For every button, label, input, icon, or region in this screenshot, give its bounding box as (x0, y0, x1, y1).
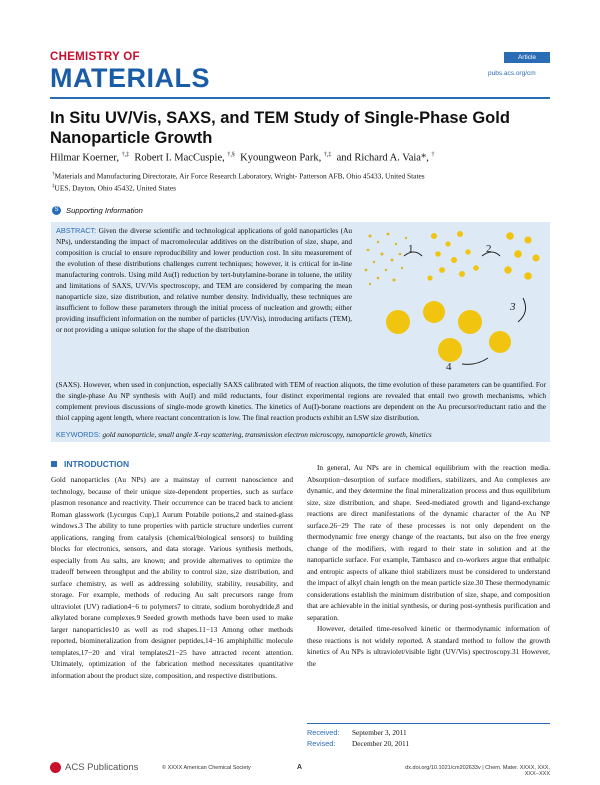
author-list (50, 152, 550, 164)
abstract-label: ABSTRACT: (56, 226, 97, 235)
article-dates (307, 723, 550, 749)
stage-3-larger-particles (504, 232, 539, 280)
journal-name-line1: CHEMISTRY OF (50, 51, 140, 63)
abstract-text (56, 225, 352, 335)
affiliation (52, 181, 552, 193)
revised-date-row (307, 738, 550, 749)
toc-graphic (358, 226, 545, 374)
abstract-text-continued: (SAXS). However, when used in conjunction, especially SAXS calibrated with TEM of reaction aliquots, the time evolution of these parameters can be quantified. For the single-phase Au NP synthesis with Au(I) and mild reductants, four distinct experimental regions are revealed that entail two growth mechanisms, which complement previous discussions of single-mode growth kinetics. The kinetics of Au(I)-borane reactions are dependent on the Au precursor/reductant ratio and the thiol capping agent length, where reactant concentration is low. The final reaction products exhibit an LSW size distribution. (56, 380, 546, 422)
supporting-info-label: Supporting Information (66, 206, 143, 215)
acs-logo-icon (50, 762, 61, 773)
page-number: A (297, 764, 303, 771)
page-footer (50, 762, 550, 776)
author-name[interactable]: Hilmar Koerner, (50, 152, 119, 164)
acs-publications-logo[interactable] (50, 762, 138, 773)
author-name[interactable]: Kyoungweon Park, (240, 152, 322, 164)
affiliation-text: UES, Dayton, Ohio 45432, United States (54, 183, 177, 193)
supporting-info-link[interactable] (52, 206, 143, 215)
section-heading-introduction (51, 459, 129, 469)
journal-name-line2: MATERIALS (50, 62, 210, 93)
stage-label: 1 (408, 243, 414, 255)
intro-paragraph: In general, Au NPs are in chemical equilibrium with the reaction media. Absorption−desorption of surface modifiers, stabilizers, and Au complexes are dynamic, and they determine the final mineralization process and thus equilibrium size, size distribution, and shape. Seed-mediated growth and ligand-exchange reactions are direct manifestations of the dynamic character of the Au NP surface.26−29 The rate of these processes is not only dependent on the thermodynamic free energy change of the reactants, but also on the free energy change of the modifiers, with regard to their state in solution and at the nanoparticle surface. For example, Tambasco and co-workers argue that enthalpic and entropic aspects of alkane thiol stabilizers must be considered to understand the impact of alkyl chain length on the mean particle size.30 These thermodynamic considerations establish the minimum distribution of size, shape, and composition that are achievable in the initial synthesis, or during post-synthesis purification and separation. (307, 463, 550, 622)
stage-4-large-particles (386, 301, 511, 362)
intro-paragraph: However, detailed time-resolved kinetic or thermodynamic information of these reactions is not widely reported. A standard method to follow the growth kinetics of Au NPs is ultraviolet/visible light (UV/Vis) spectroscopy.31 However, the (307, 624, 550, 668)
abstract-body-part1: Given the diverse scientific and technological applications of gold nanoparticles (Au NPs), understanding the impact of macromolecular additives on the distribution of size, shape, and composition is crucial to ensure reproducibility and lower production cost. In situ measurement of the evolution of these distributions challenges current techniques; however, it is critical for in-line manufacturing controls. Using mild Au(I) reduction by tert-butylamine-borane in toluene, the utility and limitations of SAXS, UV/Vis spectroscopy, and TEM are considered by comparing the mean nanoparticle size, size distribution, and relative number density. Individually, these techniques are insufficient to follow these parameters through the initial process of nucleation and growth; either providing insufficient information on the number of particles (UV/Vis), introducing artifacts (TEM), or not providing a unique solution for the shape of the distribution (56, 226, 352, 334)
article-title: In Situ UV/Vis, SAXS, and TEM Study of Single-Phase Gold Nanoparticle Growth (50, 109, 510, 147)
stage-2-medium-particles (427, 231, 478, 281)
affiliation-text: Materials and Manufacturing Directorate, Air Force Research Laboratory, Wright- Patterson AFB, Ohio 45433, United States (54, 171, 425, 181)
revised-date: December 20, 2011 (352, 739, 410, 748)
stage-label: 2 (486, 243, 492, 255)
stage-label: 3 (510, 301, 516, 313)
keywords-list: gold nanoparticle, small angle X-ray scattering, transmission electron microscopy, nanoparticle growth, kinetics (102, 430, 432, 439)
section-heading-text: INTRODUCTION (64, 459, 130, 469)
copyright: © XXXX American Chemical Society (162, 765, 251, 771)
section-bullet-icon (51, 461, 57, 467)
affiliation (52, 169, 552, 181)
arrow-icon (462, 358, 488, 364)
affiliation-mark: † (52, 172, 55, 177)
header-divider (50, 97, 550, 99)
keywords-label: KEYWORDS: (56, 430, 101, 439)
journal-logo (50, 52, 210, 92)
article-type-badge: Article (504, 52, 550, 63)
affiliations (52, 169, 552, 194)
author-name[interactable]: Robert I. MacCuspie, (134, 152, 225, 164)
received-label: Received: (307, 728, 340, 737)
affiliation-mark: ‡ (52, 184, 55, 190)
supporting-info-icon: S (52, 206, 61, 215)
author-name[interactable]: and Richard A. Vaia*, (336, 152, 429, 164)
stage-1-small-particles (365, 233, 408, 286)
journal-url[interactable]: pubs.acs.org/cm (488, 70, 536, 77)
intro-column-right (307, 462, 550, 669)
author-marks: † (431, 152, 435, 158)
intro-paragraph-left: Gold nanoparticles (Au NPs) are a mainstay of current nanoscience and technology, because of their unique size-dependent properties, such as surface plasmon resonance and reactivity. Their occurrence can be traced back to ancient Roman glasswork (Lycurgus Cup),1 Aurum Potabile potions,2 and stained-glass windows.3 The ability to tune properties with particle structure underlies current applications, ranging from catalysis (chemical/biological sensors) to building blocks for electronics, sensors, and data storage. Various synthesis methods, especially from Au salts, are known; and provide alternatives to optimize the tradeoff between throughput and the ability to control size, size distribution, and surface chemistry, as well as addressing solubility, stability, reusability, and storage. For example, methods of reducing Au salt precursors range from ultraviolet (UV) radiation4−6 to polymers7 to citrate, sodium borohydride,8 and alkylated borane complexes.9 Seeded growth methods have been used to make larger nanoparticles10 as well as rod shapes.11−13 Among other methods reported, biomineralization from designer peptides,14−16 amphiphillic molecule templates,17−20 and viral templates21−25 have attracted recent attention. Ultimately, optimization of the fabrication method necessitates quantitative information about the product size, composition, and respective distributions. (51, 475, 293, 680)
keywords (56, 430, 546, 440)
author-marks: †,§ (227, 152, 235, 158)
arrow-icon (518, 298, 526, 322)
author-marks: †,‡ (323, 152, 332, 158)
received-date-row (307, 727, 550, 738)
publisher-name: ACS Publications (65, 762, 139, 773)
stage-label: 4 (446, 361, 452, 373)
received-date: September 3, 2011 (352, 728, 407, 737)
revised-label: Revised: (307, 739, 336, 748)
author-marks: †,‡ (121, 152, 130, 158)
doi-citation[interactable]: dx.doi.org/10.1021/cm202633v | Chem. Mater. XXXX, XXX, XXX−XXX (405, 765, 550, 777)
